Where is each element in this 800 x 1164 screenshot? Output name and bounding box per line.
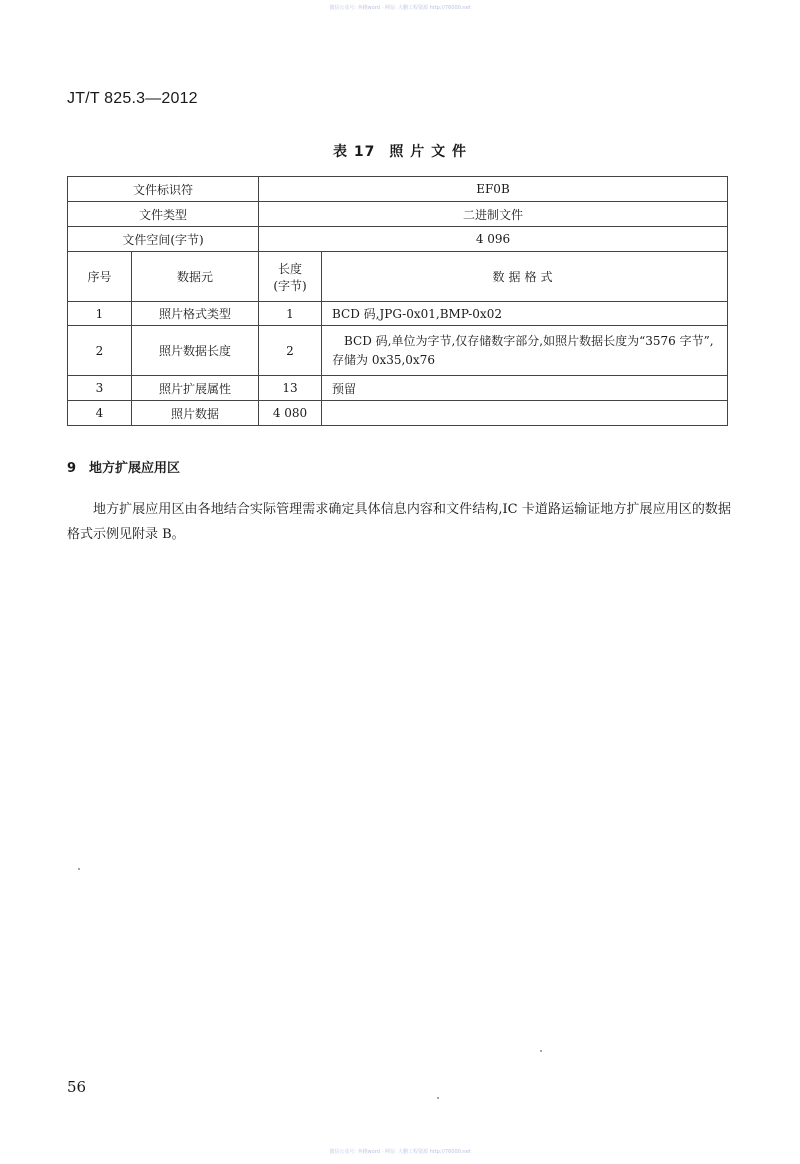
watermark-bottom: 微信公众号: 奔跑word · 网站: 大鹏工程资源 http://76000.net xyxy=(329,1149,471,1155)
cell-length: 2 xyxy=(259,326,322,376)
meta-value: 二进制文件 xyxy=(259,202,728,227)
section-heading xyxy=(67,457,180,476)
table-row xyxy=(68,376,728,401)
meta-label: 文件类型 xyxy=(68,202,259,227)
meta-value: 4 096 xyxy=(259,227,728,252)
section-paragraph: 地方扩展应用区由各地结合实际管理需求确定具体信息内容和文件结构,IC 卡道路运输证地方扩展应用区的数据格式示例见附录 B。 xyxy=(67,502,731,542)
header-length-line2: (字节) xyxy=(273,278,307,293)
scan-speck xyxy=(437,1097,439,1099)
page-number: 56 xyxy=(67,1078,87,1096)
column-header-row xyxy=(68,252,728,302)
scan-speck xyxy=(78,868,80,870)
meta-row-file-type xyxy=(68,202,728,227)
header-element: 数据元 xyxy=(132,252,259,302)
cell-length: 1 xyxy=(259,302,322,326)
table-row xyxy=(68,326,728,376)
cell-format: BCD 码,JPG-0x01,BMP-0x02 xyxy=(322,302,728,326)
cell-length: 4 080 xyxy=(259,401,322,426)
cell-format: BCD 码,单位为字节,仅存储数字部分,如照片数据长度为“3576 字节”,存储为 0x35,0x76 xyxy=(322,326,728,376)
table-row xyxy=(68,302,728,326)
header-format: 数据格式 xyxy=(322,252,728,302)
section-title: 地方扩展应用区 xyxy=(89,461,181,476)
meta-label: 文件空间(字节) xyxy=(68,227,259,252)
header-index: 序号 xyxy=(68,252,132,302)
meta-label: 文件标识符 xyxy=(68,177,259,202)
table-caption: 照 片 文 件 xyxy=(389,144,467,160)
cell-length: 13 xyxy=(259,376,322,401)
table-title xyxy=(0,141,800,161)
cell-element: 照片数据 xyxy=(132,401,259,426)
cell-element: 照片扩展属性 xyxy=(132,376,259,401)
table-row xyxy=(68,401,728,426)
table-number: 表 17 xyxy=(333,144,376,160)
meta-row-file-space xyxy=(68,227,728,252)
cell-index: 2 xyxy=(68,326,132,376)
cell-index: 1 xyxy=(68,302,132,326)
standard-code: JT/T 825.3—2012 xyxy=(67,90,198,107)
meta-value: EF0B xyxy=(259,177,728,202)
watermark-top: 微信公众号: 奔跑word · 网站: 大鹏工程资源 http://76000.net xyxy=(329,5,471,11)
cell-format: 预留 xyxy=(322,376,728,401)
cell-format xyxy=(322,401,728,426)
meta-row-file-id xyxy=(68,177,728,202)
cell-index: 4 xyxy=(68,401,132,426)
section-number: 9 xyxy=(67,461,77,476)
header-length xyxy=(259,252,322,302)
header-length-line1: 长度 xyxy=(277,261,302,276)
scan-speck xyxy=(540,1050,542,1052)
cell-element: 照片数据长度 xyxy=(132,326,259,376)
cell-element: 照片格式类型 xyxy=(132,302,259,326)
photo-file-table xyxy=(67,176,728,426)
cell-index: 3 xyxy=(68,376,132,401)
